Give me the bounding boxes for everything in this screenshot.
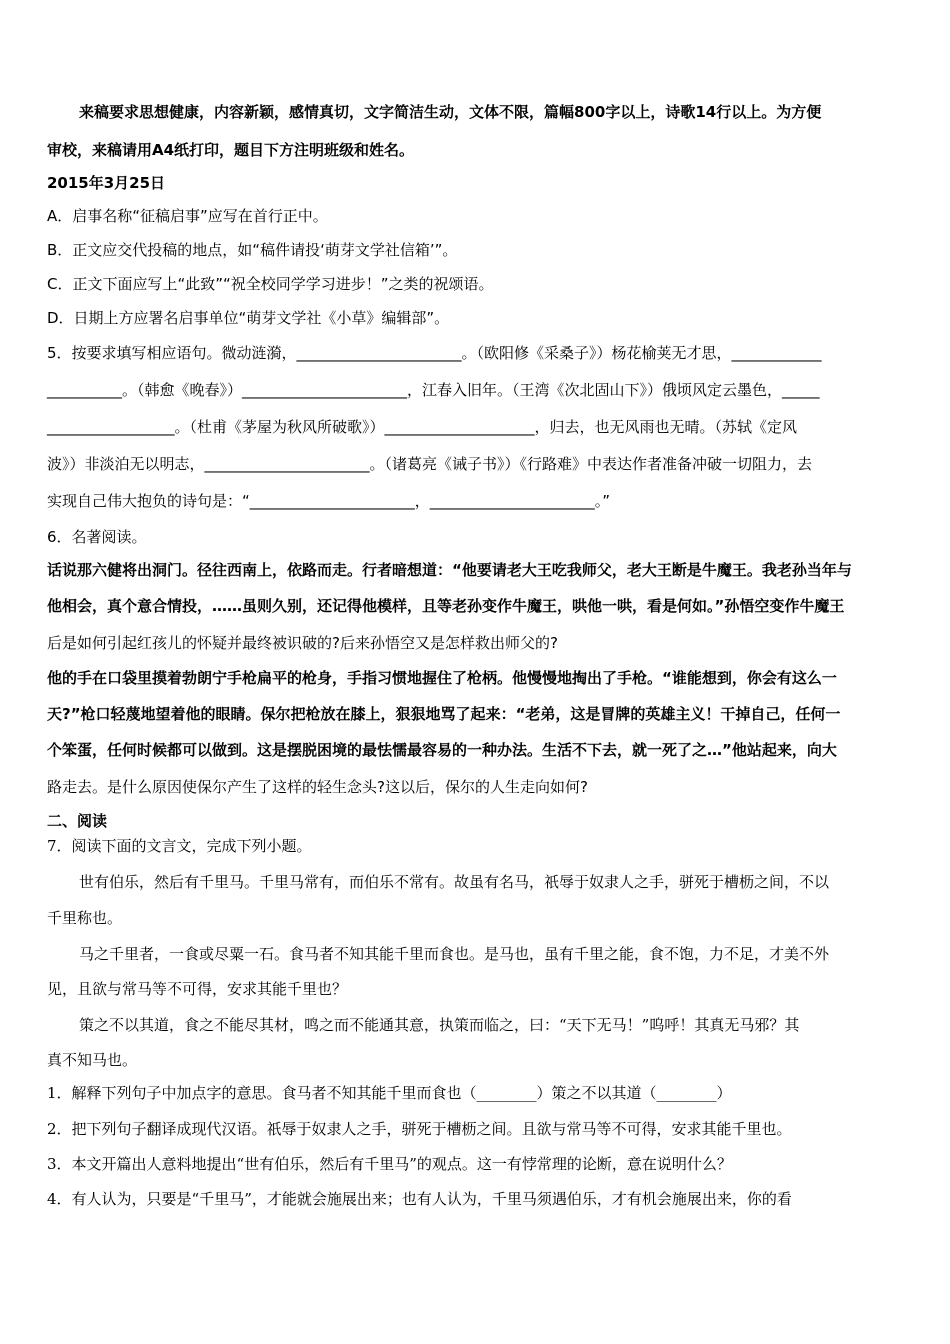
section-reading-heading: 二、阅读 — [47, 812, 108, 830]
option-b: B．正文应交代投稿的地点，如“稿件请投‘萌芽文学社信箱’”。 — [47, 241, 458, 259]
option-a: A．启事名称“征稿启事”应写在首行正中。 — [47, 207, 328, 225]
sub-question-2: 2．把下列句子翻译成现代汉语。祇辱于奴隶人之手，骈死于槽枥之间。且欲与常马等不可得，安求其能千里也。 — [47, 1120, 792, 1138]
classical-text-line-1: 世有伯乐，然后有千里马。千里马常有，而伯乐不常有。故虽有名马，祇辱于奴隶人之手，骈死于槽枥之间，不以 — [79, 873, 830, 891]
sub-question-3: 3．本文开篇出人意料地提出“世有伯乐，然后有千里马”的观点。这一有悖常理的论断，意在说明什么？ — [47, 1155, 732, 1173]
passage-steel-line-1: 他的手在口袋里摸着勃朗宁手枪扁平的枪身，手指习惯地握住了枪柄。他慢慢地掏出了手枪。“谁能想到，你会有这么一 — [47, 669, 837, 687]
notice-requirement-line-1: 来稿要求思想健康，内容新颖，感情真切，文字简洁生动，文体不限，篇幅800字以上，诗歌14行以上。为方便 — [79, 103, 822, 121]
sub-question-4: 4．有人认为，只要是“千里马”，才能就会施展出来；也有人认为，千里马须遇伯乐，才有机会施展出来，你的看 — [47, 1190, 792, 1208]
classical-text-line-4: 见，且欲与常马等不可得，安求其能千里也？ — [47, 980, 348, 998]
sub-question-1: 1．解释下列句子中加点字的意思。食马者不知其能千里而食也（________）策之不以其道（________） — [47, 1084, 732, 1102]
passage-steel-line-3: 个笨蛋，任何时候都可以做到。这是摆脱困境的最怯懦最容易的一种办法。生活不下去，就一死了之…”他站起来，向大 — [47, 741, 837, 759]
classical-text-line-3: 马之千里者，一食或尽粟一石。食马者不知其能千里而食也。是马也，虽有千里之能，食不饱，力不足，才美不外 — [79, 945, 830, 963]
question-5-line-5: 实现自己伟大抱负的诗句是：“______________________，______________________。” — [47, 492, 611, 510]
classical-text-line-6: 真不知马也。 — [47, 1051, 138, 1069]
classical-text-line-2: 千里称也。 — [47, 909, 123, 927]
question-7-heading: 7．阅读下面的文言文，完成下列小题。 — [47, 837, 312, 855]
question-5-line-2: __________。（韩愈《晚春》）______________________，江春入旧年。（王湾《次北固山下》）俄顷风定云墨色，_____ — [47, 381, 820, 399]
question-5-line-4: 波》）非淡泊无以明志，______________________。（诸葛亮《诫子书》）《行路难》中表达作者准备冲破一切阻力，去 — [47, 455, 813, 473]
passage-journey-line-2: 他相会，真个意合情投，……虽则久别，还记得他模样，且等老孙变作牛魔王，哄他一哄，看是何如。”孙悟空变作牛魔王 — [47, 597, 845, 615]
question-5-line-3: _________________。（杜甫《茅屋为秋风所破歌》）____________________，归去，也无风雨也无晴。（苏轼《定风 — [47, 418, 798, 436]
notice-date: 2015年3月25日 — [47, 174, 166, 192]
option-d: D．日期上方应署名启事单位“萌芽文学社《小草》编辑部”。 — [47, 309, 450, 327]
question-5-line-1: 5．按要求填写相应语句。微动涟漪，______________________。（欧阳修《采桑子》）杨花榆荚无才思，____________ — [47, 344, 822, 362]
question-6-heading: 6．名著阅读。 — [47, 528, 147, 546]
notice-requirement-line-2: 审校，来稿请用A4纸打印，题目下方注明班级和姓名。 — [47, 141, 415, 159]
question-6-1: 后是如何引起红孩儿的怀疑并最终被识破的?后来孙悟空又是怎样救出师父的? — [47, 634, 558, 652]
question-6-2: 路走去。是什么原因使保尔产生了这样的轻生念头?这以后，保尔的人生走向如何? — [47, 778, 588, 796]
classical-text-line-5: 策之不以其道，食之不能尽其材，鸣之而不能通其意，执策而临之，曰：“天下无马！”呜呼！其真无马邪？其 — [79, 1016, 800, 1034]
passage-steel-line-2: 天?”枪口轻蔑地望着他的眼睛。保尔把枪放在膝上，狠狠地骂了起来：“老弟，这是冒牌的英雄主义！干掉自己，任何一 — [47, 705, 841, 723]
passage-journey-line-1: 话说那六健将出洞门。径往西南上，依路而走。行者暗想道：“他要请老大王吃我师父，老大王断是牛魔王。我老孙当年与 — [47, 561, 852, 579]
option-c: C．正文下面应写上“此致”“祝全校同学学习进步！”之类的祝颂语。 — [47, 275, 494, 293]
